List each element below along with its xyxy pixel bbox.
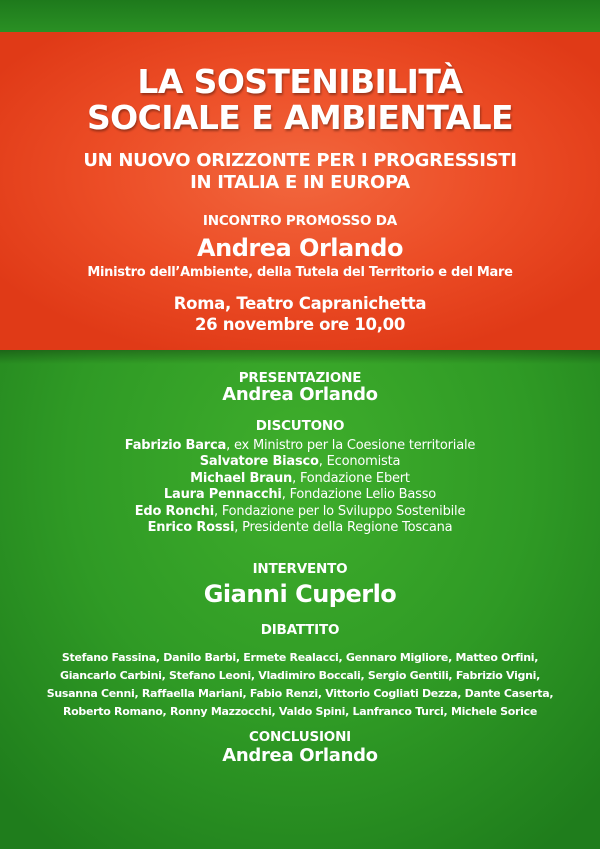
participants-line: Roberto Romano, Ronny Mazzocchi, Valdo Spini, Lanfranco Turci, Michele Sorice (63, 705, 537, 718)
participants-line: Stefano Fassina, Danilo Barbi, Ermete Realacci, Gennaro Migliore, Matteo Orfini, (61, 651, 539, 664)
discussant-name: Fabrizio Barca (124, 438, 227, 453)
venue-info (0, 293, 600, 335)
discussant-row (0, 520, 600, 536)
discussant-role: , Fondazione per lo Sviluppo Sostenibile (213, 503, 466, 519)
subtitle-line-2: IN ITALIA E IN EUROPA (190, 172, 410, 193)
discussant-name: Salvatore Biasco (199, 454, 319, 470)
discussants-list (0, 438, 600, 536)
discussant-name: Laura Pennacchi (163, 487, 282, 503)
promoted-label: INCONTRO PROMOSSO DA (202, 213, 398, 229)
dibattito-label: DIBATTITO (260, 622, 340, 638)
conclusioni-label: CONCLUSIONI (248, 729, 352, 745)
participants-line: Susanna Cenni, Raffaella Mariani, Fabio Renzi, Vittorio Cogliati Dezza, Dante Caserta, (46, 687, 554, 700)
intervento-label: INTERVENTO (252, 561, 348, 577)
promoter-role: Ministro dell’Ambiente, della Tutela del Territorio e del Mare (87, 265, 513, 280)
title-line-1: LA SOSTENIBILITÀ (137, 62, 463, 101)
discussant-role: , Economista (318, 454, 401, 470)
discussant-name: Michael Braun (190, 470, 293, 486)
venue-line-1: Roma, Teatro Capranichetta (173, 294, 427, 313)
discussant-name: Edo Ronchi (134, 503, 214, 519)
discussant-row (0, 487, 600, 503)
discussant-role: , Fondazione Lelio Basso (281, 487, 437, 503)
subtitle-line-1: UN NUOVO ORIZZONTE PER I PROGRESSISTI (83, 150, 517, 171)
discussant-row (0, 454, 600, 470)
poster-title (0, 64, 600, 136)
intervento-name: Gianni Cuperlo (203, 580, 397, 608)
title-line-2: SOCIALE E AMBIENTALE (87, 98, 513, 137)
discussant-role: , ex Ministro per la Coesione territoriale (226, 438, 476, 453)
conclusioni-name: Andrea Orlando (222, 745, 378, 766)
banner-shadow (0, 350, 600, 364)
top-green-strip (0, 0, 600, 32)
poster-subtitle (0, 150, 600, 194)
venue-line-2: 26 novembre ore 10,00 (194, 315, 406, 334)
promoter-name: Andrea Orlando (197, 234, 403, 262)
discussant-row (0, 504, 600, 520)
discussant-row (0, 471, 600, 487)
presentazione-name: Andrea Orlando (222, 384, 378, 405)
discussant-row (0, 438, 600, 454)
dibattito-list (0, 649, 600, 721)
discutono-label: DISCUTONO (255, 418, 345, 434)
participants-line: Giancarlo Carbini, Stefano Leoni, Vladimiro Boccali, Sergio Gentili, Fabrizio Vigni, (59, 669, 540, 682)
discussant-role: , Fondazione Ebert (292, 470, 410, 486)
discussant-role: , Presidente della Regione Toscana (234, 520, 453, 536)
presentazione-label: PRESENTAZIONE (238, 370, 362, 386)
discussant-name: Enrico Rossi (147, 520, 235, 536)
